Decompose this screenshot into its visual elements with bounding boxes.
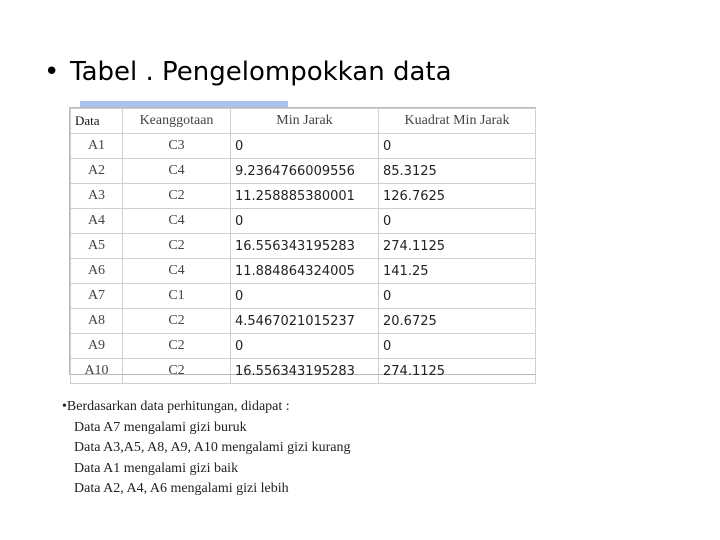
cell-data: A7: [71, 284, 123, 309]
title-bullet: •: [44, 57, 60, 87]
cell-data: A5: [71, 234, 123, 259]
cell-min-jarak: 0: [231, 209, 379, 234]
table-row: [71, 184, 536, 209]
cell-keanggotaan: C1: [123, 284, 231, 309]
cell-keanggotaan: C2: [123, 309, 231, 334]
cell-min-jarak: 0: [231, 334, 379, 359]
cell-min-jarak: 16.556343195283: [231, 234, 379, 259]
table-row: [71, 159, 536, 184]
header-data: Data: [71, 109, 123, 134]
table-row: [71, 259, 536, 284]
cell-kuadrat: 274.1125: [379, 359, 536, 384]
cell-min-jarak: 11.258885380001: [231, 184, 379, 209]
cell-keanggotaan: C2: [123, 184, 231, 209]
cell-data: A1: [71, 134, 123, 159]
note-line: Data A2, A4, A6 mengalami gizi lebih: [74, 481, 289, 496]
cell-kuadrat: 20.6725: [379, 309, 536, 334]
cell-data: A3: [71, 184, 123, 209]
note-line: Data A7 mengalami gizi buruk: [74, 419, 247, 435]
table-row: [71, 134, 536, 159]
cell-min-jarak: 0: [231, 134, 379, 159]
cell-kuadrat: 126.7625: [379, 184, 536, 209]
cell-keanggotaan: C2: [123, 234, 231, 259]
header-min-jarak: Min Jarak: [231, 109, 379, 134]
cell-kuadrat: 0: [379, 209, 536, 234]
cell-min-jarak: 9.2364766009556: [231, 159, 379, 184]
table-row: [71, 284, 536, 309]
cell-kuadrat: 0: [379, 334, 536, 359]
cell-data: A4: [71, 209, 123, 234]
cell-keanggotaan: C4: [123, 159, 231, 184]
table-row: [71, 309, 536, 334]
cell-kuadrat: 85.3125: [379, 159, 536, 184]
cell-data: A8: [71, 309, 123, 334]
cell-data: A2: [71, 159, 123, 184]
cell-keanggotaan: C4: [123, 259, 231, 284]
cell-keanggotaan: C4: [123, 209, 231, 234]
cell-data: A10: [71, 359, 123, 384]
data-table: [70, 108, 536, 384]
cell-keanggotaan: C2: [123, 359, 231, 384]
cell-min-jarak: 4.5467021015237: [231, 309, 379, 334]
note-line: Data A3,A5, A8, A9, A10 mengalami gizi kurang: [74, 440, 351, 455]
notes-intro: •Berdasarkan data perhitungan, didapat :: [62, 399, 290, 414]
table-header-row: [71, 109, 536, 134]
table-row: [71, 359, 536, 384]
header-kuadrat-min-jarak: Kuadrat Min Jarak: [379, 109, 536, 134]
slide-title: [44, 52, 452, 92]
cell-min-jarak: 0: [231, 284, 379, 309]
cell-keanggotaan: C2: [123, 334, 231, 359]
cell-data: A9: [71, 334, 123, 359]
header-keanggotaan: Keanggotaan: [123, 109, 231, 134]
cell-kuadrat: 0: [379, 284, 536, 309]
cell-kuadrat: 0: [379, 134, 536, 159]
cell-kuadrat: 141.25: [379, 259, 536, 284]
table-row: [71, 234, 536, 259]
cell-data: A6: [71, 259, 123, 284]
data-table-image: [69, 107, 536, 379]
cell-min-jarak: 11.884864324005: [231, 259, 379, 284]
table-row: [71, 334, 536, 359]
note-line: Data A1 mengalami gizi baik: [74, 460, 239, 476]
title-text: Tabel . Pengelompokkan data: [70, 57, 452, 87]
conclusion-notes: [62, 397, 350, 500]
cell-min-jarak: 16.556343195283: [231, 359, 379, 384]
cell-keanggotaan: C3: [123, 134, 231, 159]
cell-kuadrat: 274.1125: [379, 234, 536, 259]
table-row: [71, 209, 536, 234]
